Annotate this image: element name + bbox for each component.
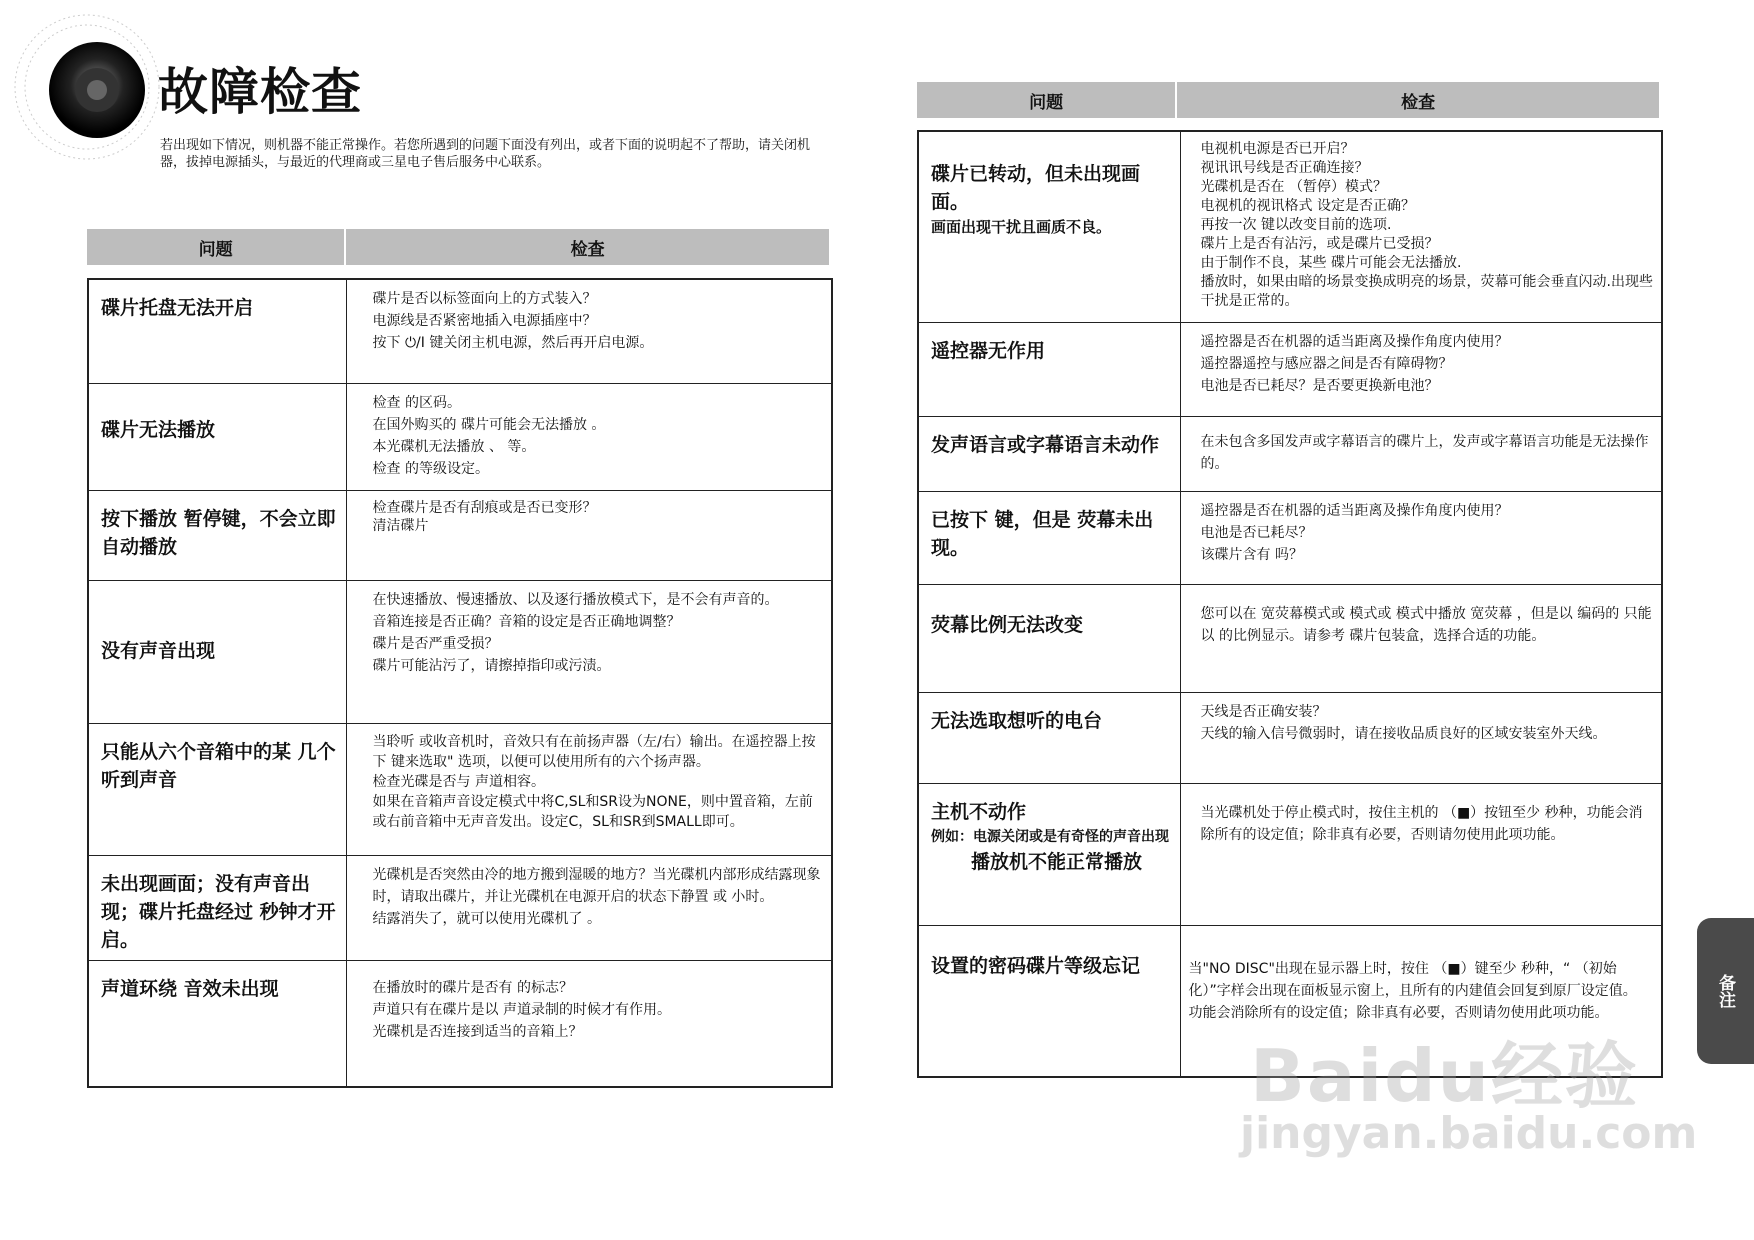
check-item: 视讯讯号线是否正确连接？ — [1200, 160, 1369, 176]
left-troubleshoot-table — [87, 278, 833, 1088]
check-cell — [346, 383, 832, 490]
check-item: 天线的输入信号微弱时，请在接收品质良好的区域安装室外天线。 — [1200, 725, 1607, 742]
check-item: 电池是否已耗尽？是否要更换新电池？ — [1200, 377, 1439, 394]
header-check: 检查 — [570, 239, 605, 260]
side-tab-label: 备注 — [1715, 974, 1735, 1008]
problem-cell — [918, 783, 1180, 925]
check-cell — [346, 723, 832, 855]
problem-cell: 声道环绕 音效未出现 — [88, 960, 346, 1087]
check-item: 碟片上是否有沾污，或是碟片已受损？ — [1200, 236, 1439, 252]
check-item: 如果在音箱声音设定模式中将C,SL和SR设为NONE，则中置音箱，左前或右前音箱中无声音发出。设定C，SL和SR到SMALL即可。 — [372, 793, 813, 830]
check-item: 碟片是否严重受损？ — [372, 635, 499, 652]
table-row — [88, 490, 832, 580]
table-row — [88, 960, 832, 1087]
check-item: 光碟机是否突然由冷的地方搬到湿暖的地方？当光碟机内部形成结露现象时，请取出碟片，并让光碟机在电源开启的状态下静置 或 小时。 — [372, 866, 821, 905]
check-cell — [1180, 491, 1662, 584]
watermark-url: jingyan.baidu.com — [1240, 1108, 1698, 1159]
check-cell — [346, 580, 832, 723]
check-item: 检查光碟是否与 声道相容。 — [372, 773, 545, 790]
check-item: 当光碟机处于停止模式时，按住主机的 （■）按钮至少 秒种，功能会消除所有的设定值；除非真有必要，否则请勿使用此项功能。 — [1200, 804, 1643, 843]
check-item: 在未包含多国发声或字幕语言的碟片上，发声或字幕语言功能是无法操作的。 — [1200, 433, 1649, 472]
check-item: 遥控器是否在机器的适当距离及操作角度内使用？ — [1200, 333, 1509, 350]
speaker-logo-icon — [12, 12, 162, 162]
check-item: 当聆听 或收音机时，音效只有在前扬声器（左/右）输出。在遥控器上按下 键来选取" 选项，以便可以使用所有的六个扬声器。 — [372, 733, 816, 770]
check-cell — [1180, 131, 1662, 322]
check-item: 在快速播放、慢速播放、以及逐行播放模式下，是不会有声音的。 — [372, 591, 779, 608]
check-item: 由于制作不良，某些 碟片可能会无法播放. — [1200, 255, 1462, 271]
problem-cell: 碟片托盘无法开启 — [88, 279, 346, 383]
check-item: 音箱连接是否正确？音箱的设定是否正确地调整？ — [372, 613, 681, 630]
header-problem: 问题 — [917, 82, 1177, 118]
check-cell — [1180, 584, 1662, 692]
check-item: 当"NO DISC"出现在显示器上时，按住 （■）键至少 秒种，“ （初始化）”字样会出现在面板显示窗上，且所有的内建值会回复到原厂设定值。 — [1188, 960, 1637, 999]
side-tab-notes[interactable] — [1697, 918, 1754, 1064]
check-item: 再按一次 键以改变目前的选项. — [1200, 217, 1392, 233]
check-item: 电池是否已耗尽？ — [1200, 524, 1313, 541]
header-check: 检查 — [1401, 92, 1436, 113]
problem-cell: 荧幕比例无法改变 — [918, 584, 1180, 692]
intro-text: 若出现如下情况，则机器不能正常操作。若您所遇到的问题下面没有列出，或者下面的说明起不了帮助，请关闭机器，拔掉电源插头，与最近的代理商或三星电子售后服务中心联系。 — [160, 138, 811, 170]
check-item: 清洁碟片 — [372, 517, 429, 534]
table-row — [918, 416, 1662, 491]
check-cell — [1180, 783, 1662, 925]
check-cell — [346, 960, 832, 1087]
check-item: 光碟机是否连接到适当的音箱上？ — [372, 1023, 583, 1040]
check-item: 碟片是否以标签面向上的方式装入？ — [372, 291, 597, 307]
check-item: 声道只有在碟片是以 声道录制的时候才有作用。 — [372, 1001, 671, 1018]
check-cell — [346, 490, 832, 580]
check-cell — [346, 279, 832, 383]
table-row — [88, 855, 832, 960]
table-row — [918, 491, 1662, 584]
check-item: 光碟机是否在 （暂停）模式？ — [1200, 179, 1387, 195]
check-cell — [1180, 416, 1662, 491]
check-item: 功能会消除所有的设定值；除非真有必要，否则请勿使用此项功能。 — [1188, 1004, 1609, 1021]
problem-cell: 没有声音出现 — [88, 580, 346, 723]
problem-cell: 只能从六个音箱中的某 几个听到声音 — [88, 723, 346, 855]
check-item: 电视机电源是否已开启？ — [1200, 141, 1355, 157]
check-item: 碟片可能沾污了，请擦掉指印或污渍。 — [372, 657, 611, 674]
table-row — [88, 723, 832, 855]
problem-cell: 碟片无法播放 — [88, 383, 346, 490]
table-row — [918, 783, 1662, 925]
check-item: 电源线是否紧密地插入电源插座中？ — [372, 313, 597, 329]
problem-cell: 无法选取想听的电台 — [918, 692, 1180, 783]
problem-cell: 遥控器无作用 — [918, 322, 1180, 416]
check-cell — [346, 855, 832, 960]
table-row — [918, 131, 1662, 322]
check-item: 检查 的等级设定。 — [372, 460, 489, 477]
check-item: 遥控器遥控与感应器之间是否有障碍物？ — [1200, 355, 1453, 372]
left-table-header — [87, 229, 829, 265]
problem-text: 碟片已转动，但未出现画面。 — [931, 163, 1141, 213]
table-row — [88, 383, 832, 490]
table-row — [88, 580, 832, 723]
header-problem: 问题 — [87, 229, 346, 265]
watermark-logo: Baidu经验 — [1250, 1034, 1639, 1118]
problem-text: 主机不动作 — [931, 800, 1027, 823]
check-item: 检查 的区码。 — [372, 394, 461, 411]
problem-cell: 已按下 键，但是 荧幕未出现。 — [918, 491, 1180, 584]
check-item: 按下 ⏻/I 键关闭主机电源，然后再开启电源。 — [372, 335, 654, 351]
problem-cell: 按下播放 暂停键，不会立即自动播放 — [88, 490, 346, 580]
problem-subtext: 画面出现干扰且画质不良。 — [931, 218, 1112, 236]
problem-subtext: 播放机不能正常播放 — [971, 850, 1143, 873]
check-item: 在国外购买的 碟片可能会无法播放 。 — [372, 416, 606, 433]
table-row — [88, 279, 832, 383]
check-item: 结露消失了，就可以使用光碟机了 。 — [372, 910, 601, 927]
check-item: 在播放时的碟片是否有 的标志？ — [372, 979, 573, 996]
check-item: 该碟片含有 吗？ — [1200, 546, 1303, 563]
right-troubleshoot-table — [917, 130, 1663, 1078]
check-item: 播放时，如果由暗的场景变换成明亮的场景，荧幕可能会垂直闪动.出现些干扰是正常的。 — [1200, 274, 1653, 309]
table-row — [918, 692, 1662, 783]
problem-cell: 设置的密码碟片等级忘记 — [918, 925, 1180, 1077]
check-item: 遥控器是否在机器的适当距离及操作角度内使用？ — [1200, 502, 1509, 519]
problem-cell: 发声语言或字幕语言未动作 — [918, 416, 1180, 491]
problem-note: 例如：电源关闭或是有奇怪的声音出现 — [931, 828, 1169, 845]
right-table-header — [917, 82, 1659, 118]
problem-cell: 未出现画面；没有声音出现；碟片托盘经过 秒钟才开启。 — [88, 855, 346, 960]
check-cell — [1180, 322, 1662, 416]
check-item: 您可以在 宽荧幕模式或 模式或 模式中播放 宽荧幕 ，但是以 编码的 只能以 的比例显示。请参考 碟片包装盒，选择合适的功能。 — [1200, 605, 1652, 644]
check-item: 本光碟机无法播放 、 等。 — [372, 438, 536, 455]
table-row — [918, 322, 1662, 416]
check-cell — [1180, 692, 1662, 783]
page-title: 故障检查 — [158, 63, 362, 121]
check-item: 检查碟片是否有刮痕或是否已变形？ — [372, 499, 597, 516]
check-item: 电视机的视讯格式 设定是否正确？ — [1200, 198, 1415, 214]
check-item: 天线是否正确安装？ — [1200, 703, 1327, 720]
problem-cell — [918, 131, 1180, 322]
table-row — [918, 584, 1662, 692]
